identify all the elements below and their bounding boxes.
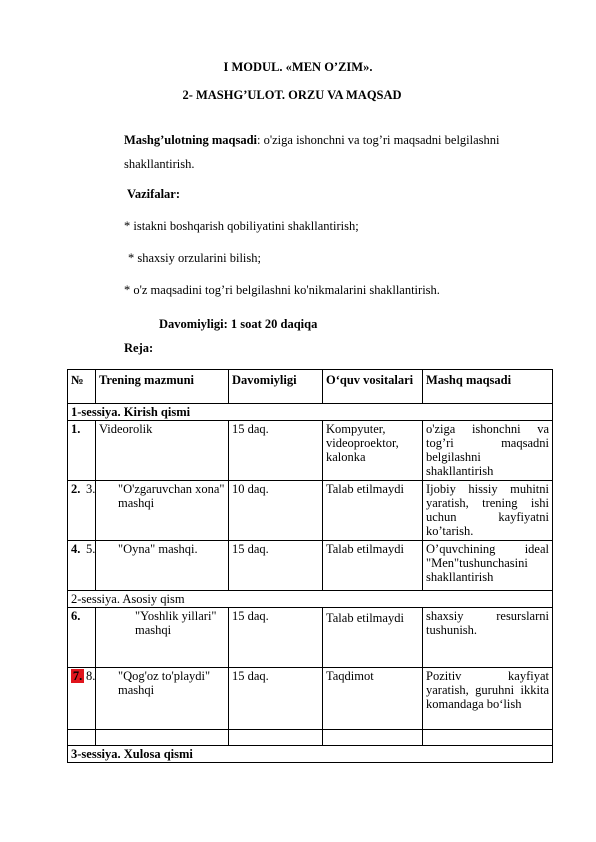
row-goal: Pozitiv kayfiyat yaratish, guruhni ikkita komandaga bo‘lish bbox=[423, 668, 553, 730]
table-header-row bbox=[68, 370, 553, 404]
goal-line-1 bbox=[124, 133, 500, 148]
table-row bbox=[68, 421, 553, 481]
plan-table bbox=[67, 369, 553, 763]
session-row bbox=[68, 404, 553, 421]
row-content bbox=[86, 481, 229, 541]
empty-cell bbox=[68, 730, 96, 746]
exercise-title: 2- MASHG’ULOT. ORZU VA MAQSAD bbox=[182, 88, 402, 102]
table-row bbox=[68, 541, 553, 591]
row-tools: Talab etilmaydi bbox=[323, 541, 423, 591]
empty-cell bbox=[229, 730, 323, 746]
row-content-index: 3. bbox=[86, 482, 96, 496]
row-duration: 15 daq. bbox=[229, 668, 323, 730]
row-duration: 15 daq. bbox=[229, 541, 323, 591]
row-content-text: Videorolik bbox=[99, 422, 153, 436]
session-label: 3-sessiya. Xulosa qismi bbox=[68, 746, 553, 763]
row-content bbox=[96, 421, 229, 481]
row-content-text: "Qog'oz to'playdi" mashqi bbox=[118, 669, 211, 697]
task-item: * o'z maqsadini tog’ri belgilashni ko'nikmalarini shakllantirish. bbox=[124, 283, 440, 297]
empty-cell bbox=[323, 730, 423, 746]
goal-line-2: shakllantirish. bbox=[124, 157, 195, 171]
empty-row bbox=[68, 730, 553, 746]
header-duration: Davomiyligi bbox=[229, 370, 323, 404]
header-num: № bbox=[68, 370, 96, 404]
row-tools: Talab etilmaydi bbox=[323, 608, 423, 668]
session-row bbox=[68, 746, 553, 763]
row-num: 6. bbox=[68, 608, 96, 668]
row-content bbox=[86, 668, 229, 730]
table-row bbox=[68, 668, 553, 730]
row-content-text: "Oyna" mashqi. bbox=[118, 542, 198, 556]
highlighted-row-num: 7. bbox=[72, 669, 83, 683]
plan-label: Reja: bbox=[124, 341, 154, 355]
goal-text: : o'ziga ishonchni va tog’ri maqsadni belgilashni bbox=[257, 133, 500, 147]
tasks-title: Vazifalar: bbox=[127, 187, 180, 201]
task-item: * istakni boshqarish qobiliyatini shakllantirish; bbox=[124, 219, 359, 233]
header-content: Trening mazmuni bbox=[96, 370, 229, 404]
empty-cell bbox=[423, 730, 553, 746]
row-content-index: 5. bbox=[86, 542, 96, 556]
row-content-text: "Yoshlik yillari" mashqi bbox=[135, 609, 217, 637]
row-goal: O’quvchining ideal "Men"tushunchasini shakllantirish bbox=[423, 541, 553, 591]
header-goal: Mashq maqsadi bbox=[423, 370, 553, 404]
session-label: 1-sessiya. Kirish qismi bbox=[68, 404, 553, 421]
task-item: * shaxsiy orzularini bilish; bbox=[128, 251, 261, 265]
goal-label: Mashg’ulotning maqsadi bbox=[124, 133, 258, 147]
row-tools: Talab etilmaydi bbox=[323, 481, 423, 541]
duration: Davomiyligi: 1 soat 20 daqiqa bbox=[159, 317, 318, 331]
row-goal: o'ziga ishonchni va tog’ri maqsadni belgilashni shakllantirish bbox=[423, 421, 553, 481]
table-row bbox=[68, 608, 553, 668]
row-duration: 15 daq. bbox=[229, 421, 323, 481]
row-num: 1. bbox=[68, 421, 96, 481]
empty-cell bbox=[96, 730, 229, 746]
session-row bbox=[68, 591, 553, 608]
row-content-index: 8. bbox=[86, 669, 96, 683]
module-title: I MODUL. «MEN O’ZIM». bbox=[223, 60, 373, 74]
row-duration: 10 daq. bbox=[229, 481, 323, 541]
row-goal: shaxsiy resurslarni tushunish. bbox=[423, 608, 553, 668]
row-content bbox=[86, 541, 229, 591]
row-duration: 15 daq. bbox=[229, 608, 323, 668]
row-content bbox=[96, 608, 229, 668]
header-tools: O‘quv vositalari bbox=[323, 370, 423, 404]
row-content-text: "O'zgaruvchan xona" mashqi bbox=[118, 482, 225, 510]
row-goal: Ijobiy hissiy muhitni yaratish, trening ishi uchun kayfiyatni ko’tarish. bbox=[423, 481, 553, 541]
row-num: 4. bbox=[68, 541, 96, 591]
session-label: 2-sessiya. Asosiy qism bbox=[68, 591, 553, 608]
row-tools: Kompyuter, videoproektor, kalonka bbox=[323, 421, 423, 481]
row-tools: Taqdimot bbox=[323, 668, 423, 730]
row-num: 2. bbox=[68, 481, 96, 541]
table-row bbox=[68, 481, 553, 541]
